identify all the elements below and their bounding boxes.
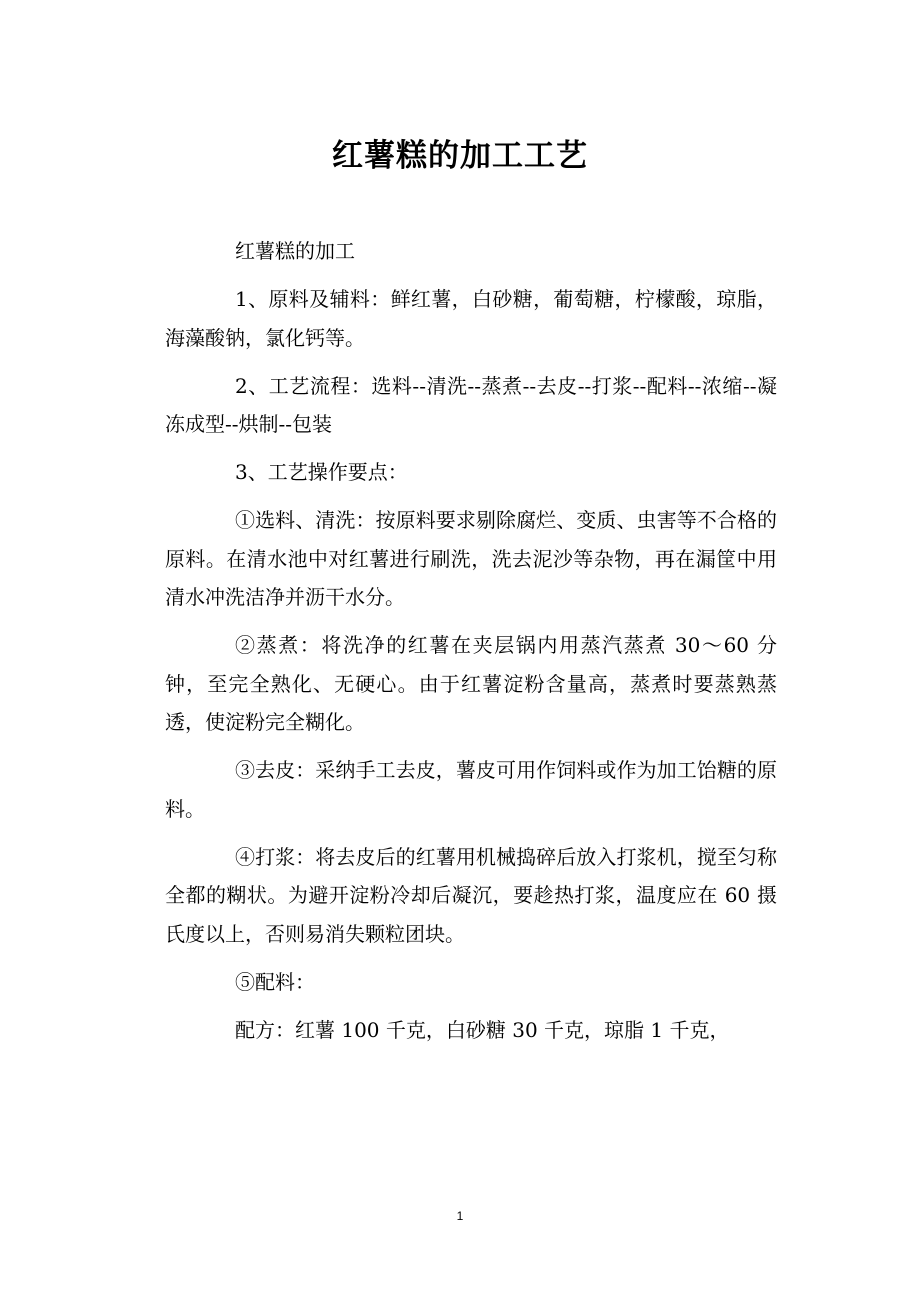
paragraph-key-points: 3、工艺操作要点： — [235, 460, 408, 484]
paragraph-step-pulp: ④打浆：将去皮后的红薯用机械捣碎后放入打浆机，搅至匀称全都的糊状。为避开淀粉冷却后凝沉，要趁热打浆，温度应在 60 摄氏度以上，否则易消失颗粒团块。 — [165, 844, 777, 946]
paragraph-formula: 配方：红薯 100 千克，白砂糖 30 千克，琼脂 1 千克， — [235, 1017, 730, 1042]
paragraph-step-peel: ③去皮：采纳手工去皮，薯皮可用作饲料或作为加工饴糖的原料。 — [165, 758, 777, 821]
paragraph-step-mix: ⑤配料： — [235, 969, 315, 994]
document-body — [165, 232, 777, 1059]
paragraph-heading: 红薯糕的加工 — [235, 239, 355, 263]
paragraph-process-flow: 2、工艺流程：选料--清洗--蒸煮--去皮--打浆--配料--浓缩--凝冻成型--烘制--包装 — [165, 373, 777, 436]
paragraph-step-steam: ②蒸煮：将洗净的红薯在夹层锅内用蒸汽蒸煮 30～60 分钟，至完全熟化、无硬心。由于红薯淀粉含量高，蒸煮时要蒸熟蒸透，使淀粉完全糊化。 — [165, 633, 777, 734]
page-number: 1 — [456, 1209, 464, 1223]
paragraph-ingredients: 1、原料及辅料：鲜红薯，白砂糖，葡萄糖，柠檬酸，琼脂，海藻酸钠，氯化钙等。 — [165, 287, 777, 350]
document-title: 红薯糕的加工工艺 — [332, 138, 588, 174]
paragraph-step-select-wash: ①选料、清洗：按原料要求剔除腐烂、变质、虫害等不合格的原料。在清水池中对红薯进行刷洗，洗去泥沙等杂物，再在漏筐中用清水冲洗洁净并沥干水分。 — [165, 508, 777, 609]
